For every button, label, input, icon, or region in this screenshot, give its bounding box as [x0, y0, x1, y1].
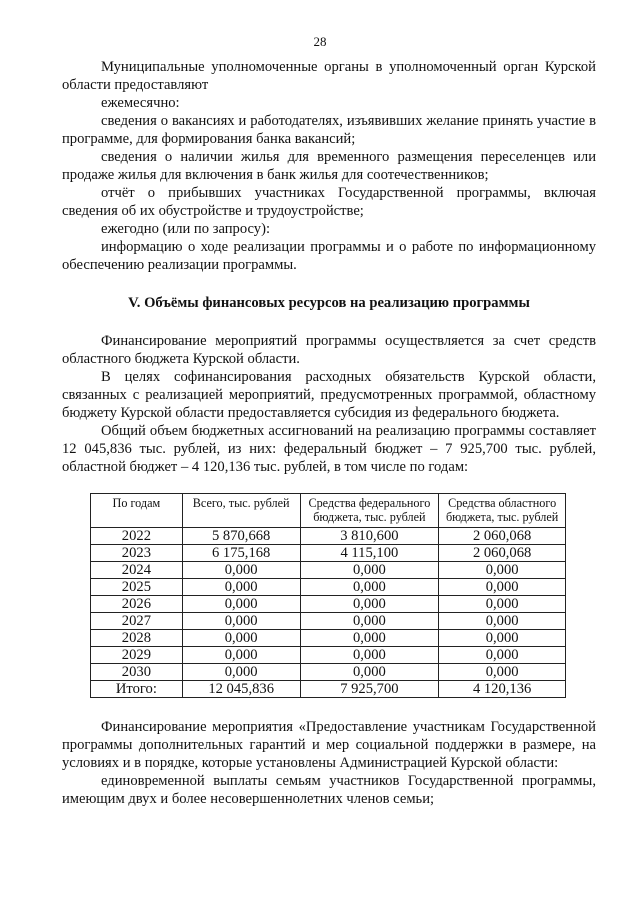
table-row [91, 596, 566, 613]
table-cell: 0,000 [182, 596, 300, 613]
table-row [91, 579, 566, 596]
table-header-row [91, 494, 566, 528]
table-cell: 0,000 [300, 630, 439, 647]
paragraph: Общий объем бюджетных ассигнований на реализацию программы составляет 12 045,836 тыс. рублей, из них: федеральный бюджет – 7 925,700 тыс. рублей, областной бюджет – 4 120,136 тыс. рублей, в том числе по годам: [62, 423, 596, 475]
table-cell: 2 060,068 [439, 545, 566, 562]
page-number: 28 [313, 34, 327, 49]
table-cell: 2028 [91, 630, 183, 647]
table-cell: 0,000 [439, 630, 566, 647]
paragraph: сведения о вакансиях и работодателях, изъявивших желание принять участие в программе, для формирования банка вакансий; [62, 113, 596, 147]
table-row [91, 613, 566, 630]
paragraph: В целях софинансирования расходных обязательств Курской области, связанных с реализацией мероприятий, предусмотренных программой, областному бюджету Курской области предоставляется субсидия из федерального бюджета. [62, 369, 596, 421]
table-cell: 0,000 [182, 579, 300, 596]
paragraph: ежемесячно: [101, 95, 180, 111]
table-total-row [91, 681, 566, 698]
table-cell: 2023 [91, 545, 183, 562]
table-cell: 0,000 [182, 664, 300, 681]
table-cell: 2 060,068 [439, 528, 566, 545]
table-row [91, 630, 566, 647]
table-cell: 0,000 [300, 613, 439, 630]
paragraph: ежегодно (или по запросу): [101, 221, 271, 237]
paragraph: информацию о ходе реализации программы и о работе по информационному обеспечению реализации программы. [62, 239, 596, 273]
paragraph: Финансирование мероприятия «Предоставление участникам Государственной программы дополнительных гарантий и мер социальной поддержки в размере, на условиях и в порядке, которые установлены Администрацией Курской области: [62, 719, 596, 771]
column-header: Всего, тыс. рублей [182, 494, 300, 528]
table-cell: 4 115,100 [300, 545, 439, 562]
table-cell: 0,000 [182, 647, 300, 664]
table-cell: 2022 [91, 528, 183, 545]
paragraph: единовременной выплаты семьям участников Государственной программы, имеющим двух и более несовершеннолетних членов семьи; [62, 773, 596, 807]
table-cell: 0,000 [300, 664, 439, 681]
table-cell: 4 120,136 [439, 681, 566, 698]
table-cell: 3 810,600 [300, 528, 439, 545]
table-cell: 0,000 [182, 630, 300, 647]
table-cell: 0,000 [182, 562, 300, 579]
table-cell: 7 925,700 [300, 681, 439, 698]
document-body [62, 58, 596, 808]
table-cell: Итого: [91, 681, 183, 698]
table-cell: 12 045,836 [182, 681, 300, 698]
table-cell: 2025 [91, 579, 183, 596]
table-cell: 5 870,668 [182, 528, 300, 545]
financing-table [90, 493, 566, 698]
table-row [91, 664, 566, 681]
table-row [91, 647, 566, 664]
paragraph: сведения о наличии жилья для временного размещения переселенцев или продаже жилья для включения в банк жилья для соотечественников; [62, 149, 596, 183]
table-row [91, 528, 566, 545]
table-cell: 0,000 [439, 579, 566, 596]
table-cell: 0,000 [300, 579, 439, 596]
table-cell: 2027 [91, 613, 183, 630]
table-cell: 0,000 [300, 596, 439, 613]
table-cell: 0,000 [300, 647, 439, 664]
paragraph: Финансирование мероприятий программы осуществляется за счет средств областного бюджета Курской области. [62, 333, 596, 367]
table-cell: 0,000 [300, 562, 439, 579]
table-cell: 2026 [91, 596, 183, 613]
table-cell: 0,000 [182, 613, 300, 630]
table-cell: 0,000 [439, 647, 566, 664]
table-cell: 2030 [91, 664, 183, 681]
paragraph: Муниципальные уполномоченные органы в уполномоченный орган Курской области предоставляют [62, 59, 596, 93]
section-heading: V. Объёмы финансовых ресурсов на реализацию программы [128, 295, 530, 311]
table-cell: 2024 [91, 562, 183, 579]
column-header: Средства областного бюджета, тыс. рублей [439, 494, 566, 528]
table-cell: 0,000 [439, 664, 566, 681]
paragraph: отчёт о прибывших участниках Государственной программы, включая сведения об их обустройстве и трудоустройстве; [62, 185, 596, 219]
table-row [91, 545, 566, 562]
table-cell: 0,000 [439, 613, 566, 630]
table-row [91, 562, 566, 579]
column-header: По годам [91, 494, 183, 528]
column-header: Средства федерального бюджета, тыс. рублей [300, 494, 439, 528]
table-cell: 0,000 [439, 562, 566, 579]
table-cell: 6 175,168 [182, 545, 300, 562]
table-cell: 2029 [91, 647, 183, 664]
table-cell: 0,000 [439, 596, 566, 613]
